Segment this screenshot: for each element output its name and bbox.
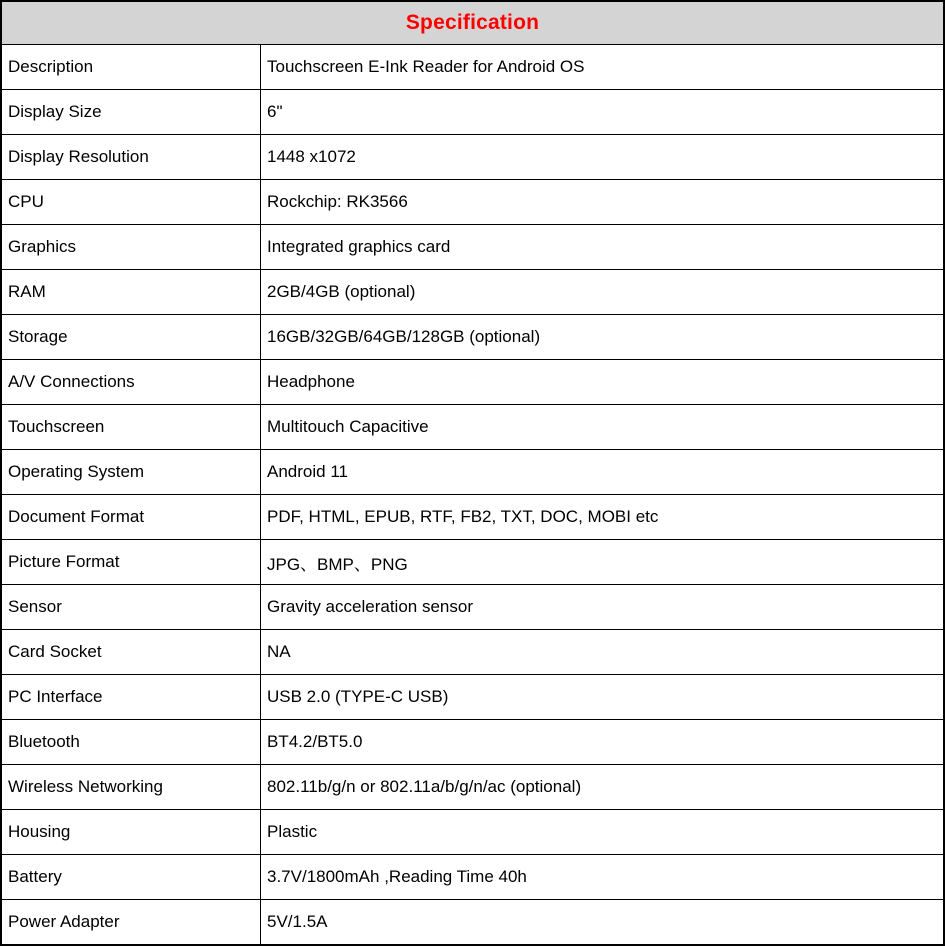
table-row: [2, 224, 943, 269]
spec-value: PDF, HTML, EPUB, RTF, FB2, TXT, DOC, MOBI etc: [267, 507, 659, 526]
spec-value: USB 2.0 (TYPE-C USB): [267, 687, 449, 706]
table-row: [2, 404, 943, 449]
spec-label: Touchscreen: [2, 405, 261, 449]
spec-value: 6": [267, 102, 283, 121]
spec-label: Sensor: [2, 585, 261, 629]
table-title: Specification: [2, 2, 943, 44]
table-row: [2, 584, 943, 629]
table-row: [2, 764, 943, 809]
table-row: [2, 674, 943, 719]
table-row: [2, 134, 943, 179]
table-row: [2, 449, 943, 494]
spec-value: JPG、BMP、PNG: [267, 554, 408, 574]
spec-label: Picture Format: [2, 540, 261, 584]
spec-value: Plastic: [267, 822, 318, 841]
spec-value: BT4.2/BT5.0: [267, 732, 363, 751]
spec-value: Touchscreen E-Ink Reader for Android OS: [267, 57, 585, 76]
spec-label: CPU: [2, 180, 261, 224]
table-row: [2, 899, 943, 944]
table-row: [2, 89, 943, 134]
spec-label: Display Resolution: [2, 135, 261, 179]
spec-value: 5V/1.5A: [267, 912, 328, 931]
spec-value: 2GB/4GB (optional): [267, 282, 416, 301]
spec-value: Gravity acceleration sensor: [267, 597, 473, 616]
spec-value: 1448 x1072: [267, 147, 356, 166]
spec-value: Integrated graphics card: [267, 237, 451, 256]
table-row: [2, 539, 943, 584]
spec-value: Rockchip: RK3566: [267, 192, 408, 211]
table-row: [2, 629, 943, 674]
table-row: [2, 719, 943, 764]
spec-label: Power Adapter: [2, 900, 261, 944]
table-row: [2, 314, 943, 359]
spec-label: Storage: [2, 315, 261, 359]
spec-label: Bluetooth: [2, 720, 261, 764]
spec-label: RAM: [2, 270, 261, 314]
table-row: [2, 269, 943, 314]
spec-value: Android 11: [267, 462, 348, 481]
table-row: [2, 809, 943, 854]
table-row: [2, 44, 943, 89]
spec-value: 16GB/32GB/64GB/128GB (optional): [267, 327, 541, 346]
spec-value: NA: [267, 642, 291, 661]
spec-label: Operating System: [2, 450, 261, 494]
spec-value: Multitouch Capacitive: [267, 417, 429, 436]
spec-rows: [2, 44, 943, 944]
spec-label: Housing: [2, 810, 261, 854]
table-row: [2, 494, 943, 539]
spec-value: Headphone: [267, 372, 355, 391]
spec-label: PC Interface: [2, 675, 261, 719]
spec-label: A/V Connections: [2, 360, 261, 404]
spec-value: 3.7V/1800mAh ,Reading Time 40h: [267, 867, 527, 886]
table-row: [2, 854, 943, 899]
spec-label: Description: [2, 45, 261, 89]
spec-label: Document Format: [2, 495, 261, 539]
spec-label: Wireless Networking: [2, 765, 261, 809]
table-row: [2, 179, 943, 224]
table-row: [2, 359, 943, 404]
spec-label: Display Size: [2, 90, 261, 134]
spec-label: Graphics: [2, 225, 261, 269]
spec-value: 802.11b/g/n or 802.11a/b/g/n/ac (optional): [267, 777, 582, 796]
spec-label: Battery: [2, 855, 261, 899]
spec-label: Card Socket: [2, 630, 261, 674]
